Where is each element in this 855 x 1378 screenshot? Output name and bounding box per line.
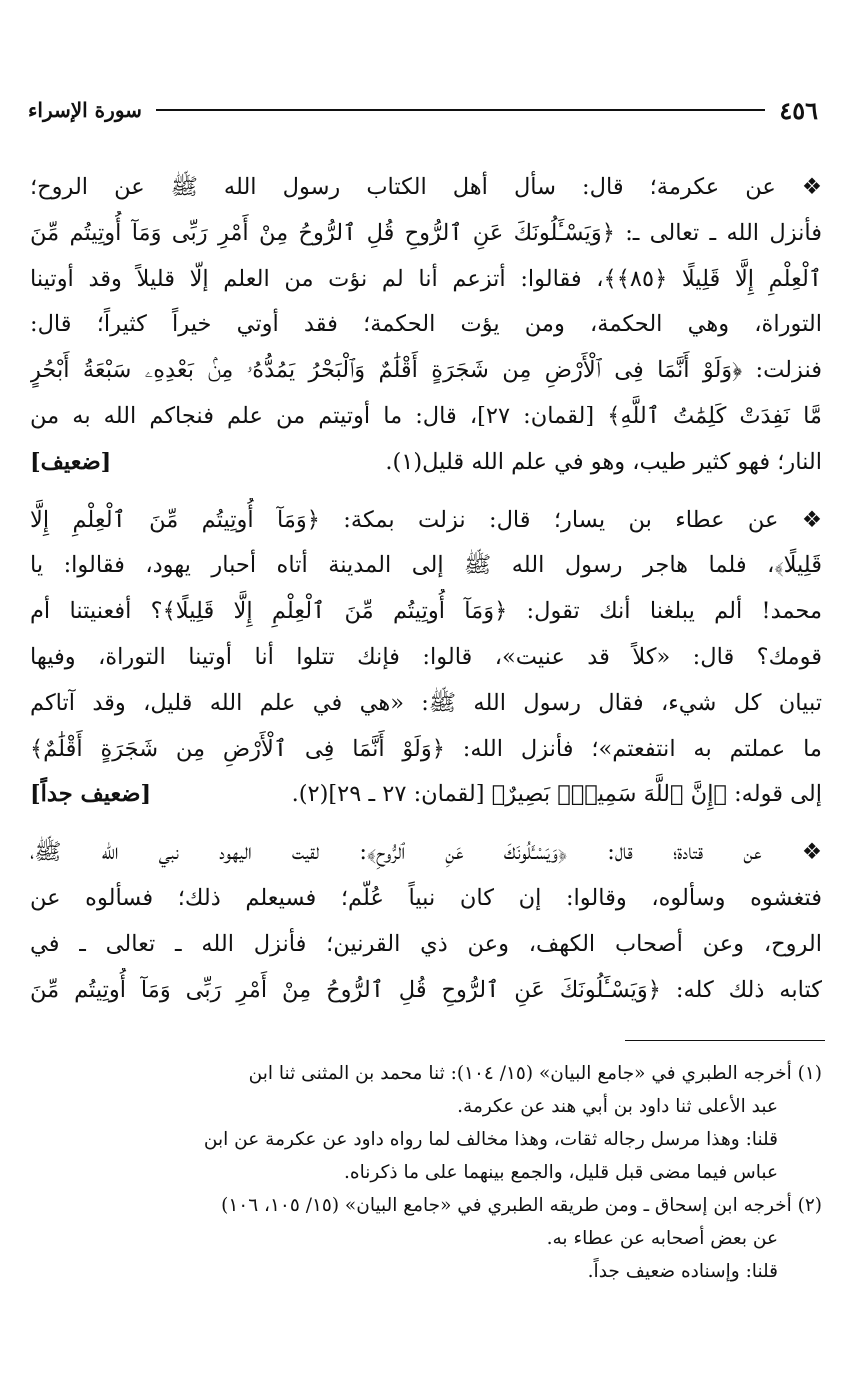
text-line: تبيان كل شيء، فقال رسول الله ﷺ: «هي في علم الله قليل، وقد آتاكم [30,689,822,716]
text-line: فتغشوه وسألوه، وقالوا: إن كان نبياً عُلّم؛ فسيعلم ذلك؛ فسألوه عن [30,884,822,911]
paragraph-ikrima [30,165,822,486]
header-rule [156,109,765,111]
footnote-line: (١) أخرجه الطبري في «جامع البيان» (١٥/ ١٠٤): ثنا محمد بن المثنى ثنا ابن [248,1063,822,1084]
text-line: فأنزل الله ـ تعالى ـ: ﴿وَيَسْـَٔلُونَكَ عَنِ ٱلرُّوحِ قُلِ ٱلرُّوحُ مِنْ أَمْرِ رَبِّى وَمَآ أُوتِيتُم مِّنَ [30,219,822,246]
text-line: ❖ عن قتادة؛ قال: ﴿وَيَسْـَٔلُونَكَ عَنِ ٱلرُّوحِ﴾: لقيت اليهود نبي الله ﷺ، [30,839,822,866]
page-number: ٤٥٦ [779,95,818,125]
text-line: الروح، وعن أصحاب الكهف، وعن ذي القرنين؛ فأنزل الله ـ تعالى ـ في [30,930,822,957]
page-header [28,90,818,130]
text-line: قَلِيلًا﴾، فلما هاجر رسول الله ﷺ إلى المدينة أتاه أحبار يهود، فقالوا: يا [30,552,822,579]
text-line: قومك؟ قال: «كلاً قد عنيت»، قالوا: فإنك تتلوا أنا أوتينا التوراة، وفيها [30,643,822,670]
footnote-line: قلنا: وإسناده ضعيف جداً. [587,1261,778,1282]
footnote-line: عن بعض أصحابه عن عطاء به. [546,1228,778,1249]
text-line: ❖ عن عطاء بن يسار؛ قال: نزلت بمكة: ﴿وَمَآ أُوتِيتُم مِّنَ ٱلْعِلْمِ إِلَّا [30,506,822,533]
footnote-1 [30,1057,822,1189]
footnote-line: عبد الأعلى ثنا داود بن أبي هند عن عكرمة. [457,1096,778,1117]
text-line-last [30,772,822,818]
text-line-content: إلى قوله: ﴿إِنَّ ٱللَّهَ سَمِيعٌۢ بَصِيرٌ﴾ [لقمان: ٢٧ ـ ٢٩](٢). [291,781,822,808]
footnote-line: عباس فيما مضى قبل قليل، والجمع بينهما على ما ذكرناه. [344,1162,778,1183]
paragraph-qatada [30,830,822,1013]
grade-label: [ضعيف جداً] [30,781,152,808]
text-line: محمد! ألم يبلغنا أنك تقول: ﴿وَمَآ أُوتِيتُم مِّنَ ٱلْعِلْمِ إِلَّا قَلِيلًا﴾؟ أفعنيتنا أم [30,598,822,625]
text-line: ❖ عن عكرمة؛ قال: سأل أهل الكتاب رسول الله ﷺ عن الروح؛ [30,174,822,200]
footnotes [30,1057,822,1288]
text-line: ٱلْعِلْمِ إِلَّا قَلِيلًا ﴿٨٥﴾﴾، فقالوا: أتزعم أنا لم نؤت من العلم إلّا قليلاً وقد أوتينا [30,265,822,292]
text-line: مَّا نَفِدَتْ كَلِمَٰتُ ٱللَّهِ﴾ [لقمان: ٢٧]، قال: ما أوتيتم من علم فنجاكم الله به من [30,402,822,429]
paragraph-ata [30,498,822,819]
footnote-2 [30,1189,822,1288]
text-line: ما عملتم به انتفعتم»؛ فأنزل الله: ﴿وَلَوْ أَنَّمَا فِى ٱلْأَرْضِ مِن شَجَرَةٍ أَقْلَٰمٌ﴾ [30,735,822,762]
footnote-separator [625,1040,825,1041]
main-text [30,165,822,1025]
surah-title: سورة الإسراء [28,98,142,122]
text-line-content: النار؛ فهو كثير طيب، وهو في علم الله قليل(١). [385,448,822,475]
grade-label: [ضعيف] [30,448,112,475]
footnote-line: قلنا: وهذا مرسل رجاله ثقات، وهذا مخالف لما رواه داود عن عكرمة عن ابن [203,1129,778,1150]
text-line: التوراة، وهي الحكمة، ومن يؤت الحكمة؛ فقد أوتي خيراً كثيراً؛ قال: [30,311,822,338]
text-line-last [30,440,822,486]
text-line: كتابه ذلك كله: ﴿وَيَسْـَٔلُونَكَ عَنِ ٱلرُّوحِ قُلِ ٱلرُّوحُ مِنْ أَمْرِ رَبِّى وَمَآ أُوتِيتُم مِّنَ [30,976,822,1003]
text-line: فنزلت: ﴿وَلَوْ أَنَّمَا فِى ٱلْأَرْضِ مِن شَجَرَةٍ أَقْلَٰمٌ وَٱلْبَحْرُ يَمُدُّهُۥ مِنۢ بَعْدِهِۦ سَبْعَةُ أَبْحُرٍ [30,357,822,384]
footnote-line: (٢) أخرجه ابن إسحاق ـ ومن طريقه الطبري في «جامع البيان» (١٥/ ١٠٥، ١٠٦) [221,1195,822,1216]
